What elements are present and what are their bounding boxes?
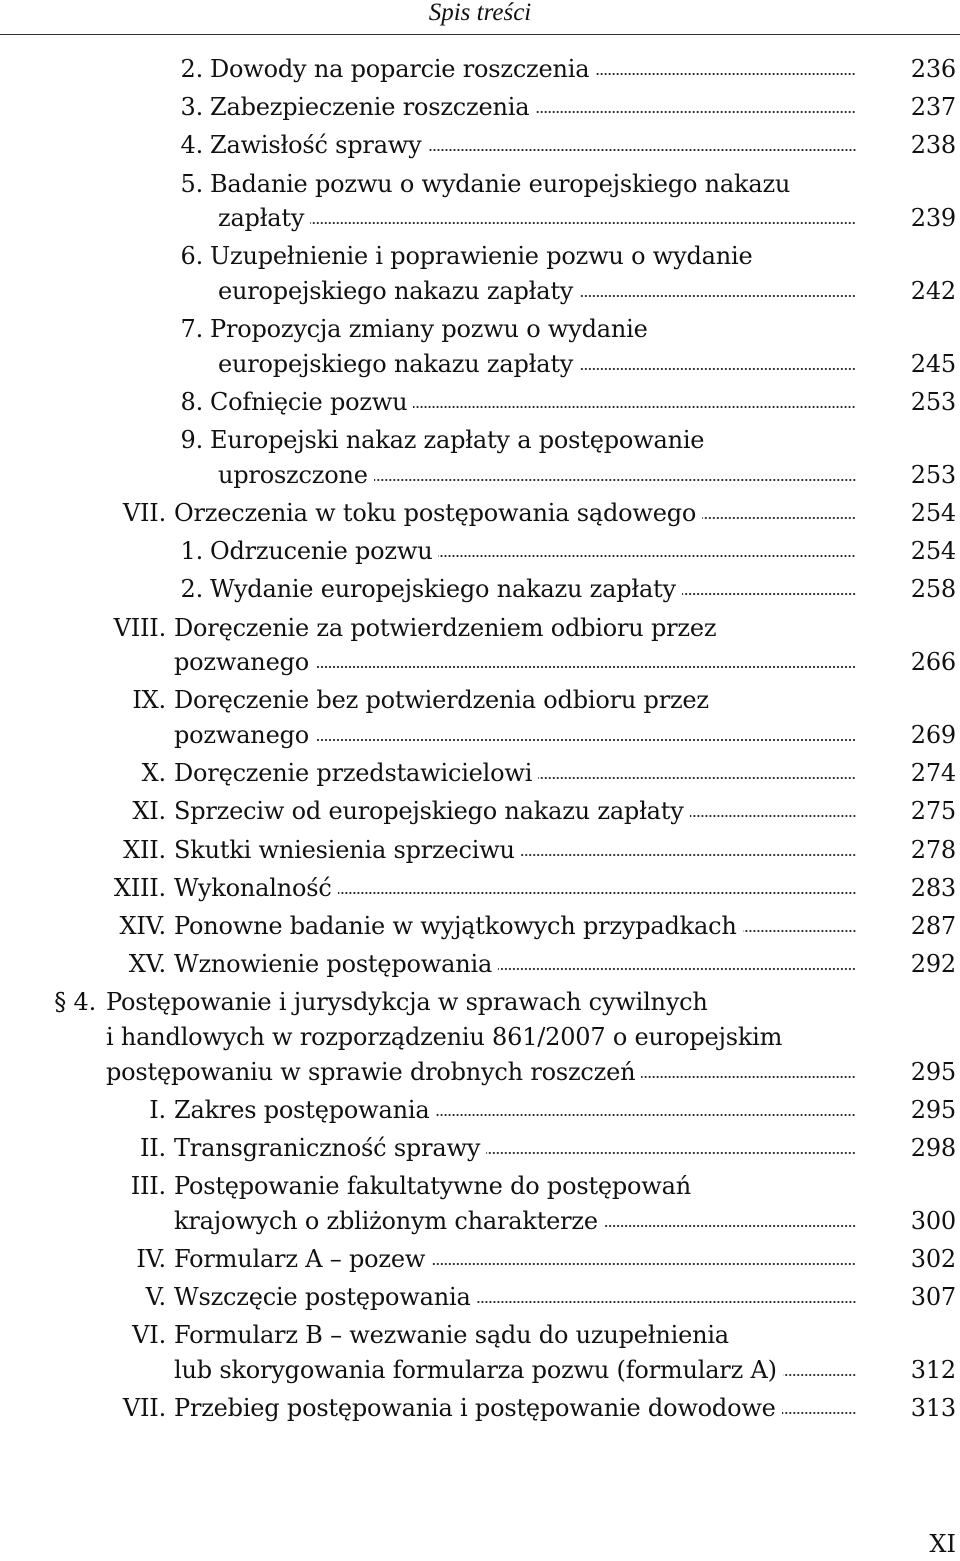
- toc-entry-number: XV.: [128, 950, 166, 979]
- toc-entry-title-line: Skutki wniesienia sprzeciwu: [174, 835, 515, 864]
- toc-entry-title-line: Transgraniczność sprawy: [174, 1134, 481, 1162]
- dot-leader: [431, 1262, 856, 1266]
- toc-entry-title-line: Orzeczenia w toku postępowania sądowego: [174, 499, 697, 527]
- toc-entry-number: 1.: [180, 537, 203, 566]
- toc-entry-page-number: 275: [910, 797, 956, 826]
- toc-entry-title-line: europejskiego nakazu zapłaty: [218, 349, 574, 378]
- page-header: [0, 0, 960, 26]
- dot-leader: [413, 405, 856, 409]
- toc-entry-title-line: Badanie pozwu o wydanie europejskiego nakazu: [210, 169, 791, 198]
- toc-entry-title-line: Cofnięcie pozwu: [210, 388, 408, 416]
- toc-entry-title-line: pozwanego: [174, 648, 309, 677]
- toc-entry-title-row: [210, 55, 862, 83]
- toc-entry-page-number: 242: [910, 276, 956, 305]
- toc-entry-title-line: Formularz B – wezwanie sądu do uzupełnienia: [174, 1321, 729, 1350]
- toc-entry-title-row: [174, 1283, 862, 1311]
- toc-entry-title-row: [218, 277, 862, 305]
- toc-entry-page-number: 287: [910, 912, 956, 940]
- toc-entry-title-line: Dowody na poparcie roszczenia: [210, 55, 590, 83]
- toc-entry-title-line: krajowych o zbliżonym charakterze: [174, 1206, 598, 1235]
- toc-entry-page-number: 298: [910, 1134, 956, 1162]
- toc-entry-title-row: [210, 388, 862, 416]
- dot-leader: [521, 853, 856, 857]
- toc-entry-number: VIII.: [113, 613, 166, 642]
- dot-leader: [702, 516, 856, 520]
- toc-entry-number: 9.: [180, 426, 203, 455]
- toc-entry-title-line: Zakres postępowania: [174, 1095, 430, 1124]
- toc-entry-title-line: Przebieg postępowania i postępowanie dowodowe: [174, 1394, 776, 1423]
- toc-entry-title-row: [174, 1394, 862, 1422]
- dot-leader: [538, 776, 856, 780]
- toc-entry-title-line: Europejski nakaz zapłaty a postępowanie: [210, 426, 705, 455]
- toc-entry-page-number: 283: [910, 873, 956, 902]
- toc-entry-title-row: [174, 836, 862, 864]
- toc-entry-page-number: 258: [910, 575, 956, 604]
- toc-entry-title-row: [106, 1058, 862, 1086]
- toc-entry-number: III.: [130, 1172, 166, 1201]
- toc-entry-title-line: Formularz A – pozew: [174, 1245, 426, 1273]
- toc-entry-title-line: Doręczenie za potwierdzeniem odbioru przez: [174, 613, 717, 642]
- toc-entry-number: VII.: [122, 499, 166, 527]
- toc-entry-title-line: i handlowych w rozporządzeniu 861/2007 o europejskim: [106, 1022, 783, 1051]
- toc-entry-page-number: 295: [910, 1057, 956, 1086]
- toc-entry-number: § 4.: [54, 988, 96, 1017]
- toc-entry-title-line: Propozycja zmiany pozwu o wydanie: [210, 315, 648, 344]
- toc-entry-title-row: [218, 350, 862, 378]
- toc-entry-number: II.: [140, 1134, 166, 1162]
- toc-entry-title-line: Zawisłość sprawy: [210, 131, 422, 160]
- dot-leader: [428, 148, 857, 152]
- dot-leader: [486, 1151, 856, 1155]
- toc-entry-title-row: [174, 1207, 862, 1235]
- toc-entry-page-number: 278: [910, 835, 956, 864]
- toc-entry-number: 2.: [180, 575, 203, 604]
- toc-entry-title-line: pozwanego: [174, 720, 309, 749]
- toc-entry-title-row: [174, 874, 862, 902]
- toc-entry-title-row: [218, 204, 862, 232]
- dot-leader: [690, 814, 856, 818]
- toc-entry-number: XI.: [132, 797, 166, 826]
- dot-leader: [498, 967, 856, 971]
- toc-entry-number: X.: [141, 759, 166, 788]
- toc-entry-title-line: Postępowanie fakultatywne do postępowań: [174, 1172, 692, 1201]
- toc-entry-title-line: Wznowienie postępowania: [174, 950, 493, 979]
- toc-entry-title-line: uproszczone: [218, 460, 368, 489]
- toc-entry-page-number: 237: [910, 93, 956, 122]
- dot-leader: [782, 1411, 856, 1415]
- toc-entry-title-line: lub skorygowania formularza pozwu (formularz A): [174, 1355, 777, 1384]
- dot-leader: [579, 367, 856, 371]
- toc-entry-page-number: 295: [910, 1095, 956, 1124]
- toc-entry-number: 8.: [180, 388, 203, 416]
- toc-entry-title-line: Wykonalność: [174, 873, 332, 902]
- dot-leader: [535, 110, 856, 114]
- toc-entry-page-number: 307: [910, 1283, 956, 1312]
- toc-entry-title-row: [174, 797, 862, 825]
- dot-leader: [783, 1373, 856, 1377]
- toc-entry-number: IX.: [132, 686, 166, 715]
- toc-entry-title-line: Odrzucenie pozwu: [210, 537, 433, 566]
- toc-entry-page-number: 266: [910, 648, 956, 677]
- toc-entry-title-line: europejskiego nakazu zapłaty: [218, 276, 574, 305]
- dot-leader: [338, 891, 856, 895]
- header-rule: [0, 34, 960, 35]
- dot-leader: [310, 221, 856, 225]
- dot-leader: [374, 478, 856, 482]
- toc-entry-number: XII.: [123, 835, 166, 864]
- dot-leader: [595, 72, 856, 76]
- toc-entry-page-number: 302: [910, 1245, 956, 1273]
- dot-leader: [641, 1075, 856, 1079]
- page-folio: XI: [929, 1530, 956, 1558]
- toc-entry-title-row: [174, 1356, 862, 1384]
- dot-leader: [743, 929, 856, 933]
- dot-leader: [315, 738, 856, 742]
- toc-entry-title-line: Doręczenie przedstawicielowi: [174, 759, 533, 788]
- toc-entry-page-number: 312: [910, 1355, 956, 1384]
- toc-entry-title-line: Ponowne badanie w wyjątkowych przypadkach: [174, 912, 737, 940]
- toc-entry-page-number: 254: [910, 537, 956, 566]
- toc-entry-page-number: 253: [910, 388, 956, 416]
- toc-entry-number: VII.: [122, 1394, 166, 1423]
- toc-entry-title-row: [174, 1096, 862, 1124]
- toc-entry-number: 3.: [180, 93, 203, 122]
- toc-entry-title-line: Zabezpieczenie roszczenia: [210, 93, 530, 122]
- dot-leader: [315, 665, 856, 669]
- toc-entry-title-row: [210, 575, 862, 603]
- toc-entry-title-row: [210, 131, 862, 159]
- toc-entry-number: 2.: [180, 55, 203, 83]
- toc-entry-page-number: 274: [910, 759, 956, 788]
- toc-entry-title-line: Doręczenie bez potwierdzenia odbioru przez: [174, 686, 709, 715]
- toc-entry-number: 5.: [180, 169, 203, 198]
- toc-entry-page-number: 236: [910, 55, 956, 83]
- dot-leader: [477, 1300, 856, 1304]
- toc-entry-title-line: Sprzeciw od europejskiego nakazu zapłaty: [174, 797, 684, 826]
- toc-entry-page-number: 253: [910, 460, 956, 489]
- toc-entry-page-number: 300: [910, 1206, 956, 1235]
- toc-entry-title-row: [210, 93, 862, 121]
- toc-entry-title-line: postępowaniu w sprawie drobnych roszczeń: [106, 1057, 636, 1086]
- dot-leader: [579, 294, 856, 298]
- toc-entry-page-number: 245: [910, 349, 956, 378]
- toc-entry-title-row: [174, 648, 862, 676]
- toc-entry-title-row: [218, 461, 862, 489]
- toc-entry-page-number: 254: [910, 499, 956, 527]
- dot-leader: [604, 1224, 856, 1228]
- toc-entry-number: I.: [149, 1095, 166, 1124]
- toc-entry-title-row: [174, 721, 862, 749]
- toc-entry-title-row: [210, 537, 862, 565]
- toc-entry-number: 6.: [180, 242, 203, 271]
- toc-entry-number: 7.: [180, 315, 203, 344]
- toc-entry-title-line: Uzupełnienie i poprawienie pozwu o wydanie: [210, 242, 753, 271]
- toc-entry-title-row: [174, 912, 862, 940]
- dot-leader: [682, 592, 856, 596]
- toc-entry-number: V.: [145, 1283, 166, 1312]
- toc-entry-page-number: 238: [910, 131, 956, 160]
- toc-entry-number: VI.: [132, 1321, 166, 1350]
- toc-entry-title-row: [174, 1134, 862, 1162]
- toc-entry-title-row: [174, 1245, 862, 1273]
- toc-entry-number: XIV.: [119, 912, 166, 940]
- dot-leader: [438, 554, 856, 558]
- toc-entry-title-row: [174, 950, 862, 978]
- toc-entry-number: 4.: [180, 131, 203, 160]
- toc-entry-title-line: zapłaty: [218, 204, 305, 233]
- toc-entry-page-number: 239: [910, 204, 956, 233]
- toc-entry-page-number: 313: [910, 1394, 956, 1423]
- toc-entry-title-line: Wszczęcie postępowania: [174, 1283, 471, 1312]
- header-title: Spis treści: [428, 0, 532, 26]
- toc-entry-page-number: 269: [910, 720, 956, 749]
- toc-entry-title-line: Wydanie europejskiego nakazu zapłaty: [210, 575, 676, 604]
- toc-entry-title-row: [174, 759, 862, 787]
- toc-entry-number: XIII.: [113, 873, 166, 902]
- dot-leader: [435, 1113, 856, 1117]
- toc-entry-page-number: 292: [910, 950, 956, 979]
- toc-entry-title-row: [174, 499, 862, 527]
- toc-entry-number: IV.: [136, 1245, 166, 1273]
- toc-entry-title-line: Postępowanie i jurysdykcja w sprawach cywilnych: [106, 988, 708, 1017]
